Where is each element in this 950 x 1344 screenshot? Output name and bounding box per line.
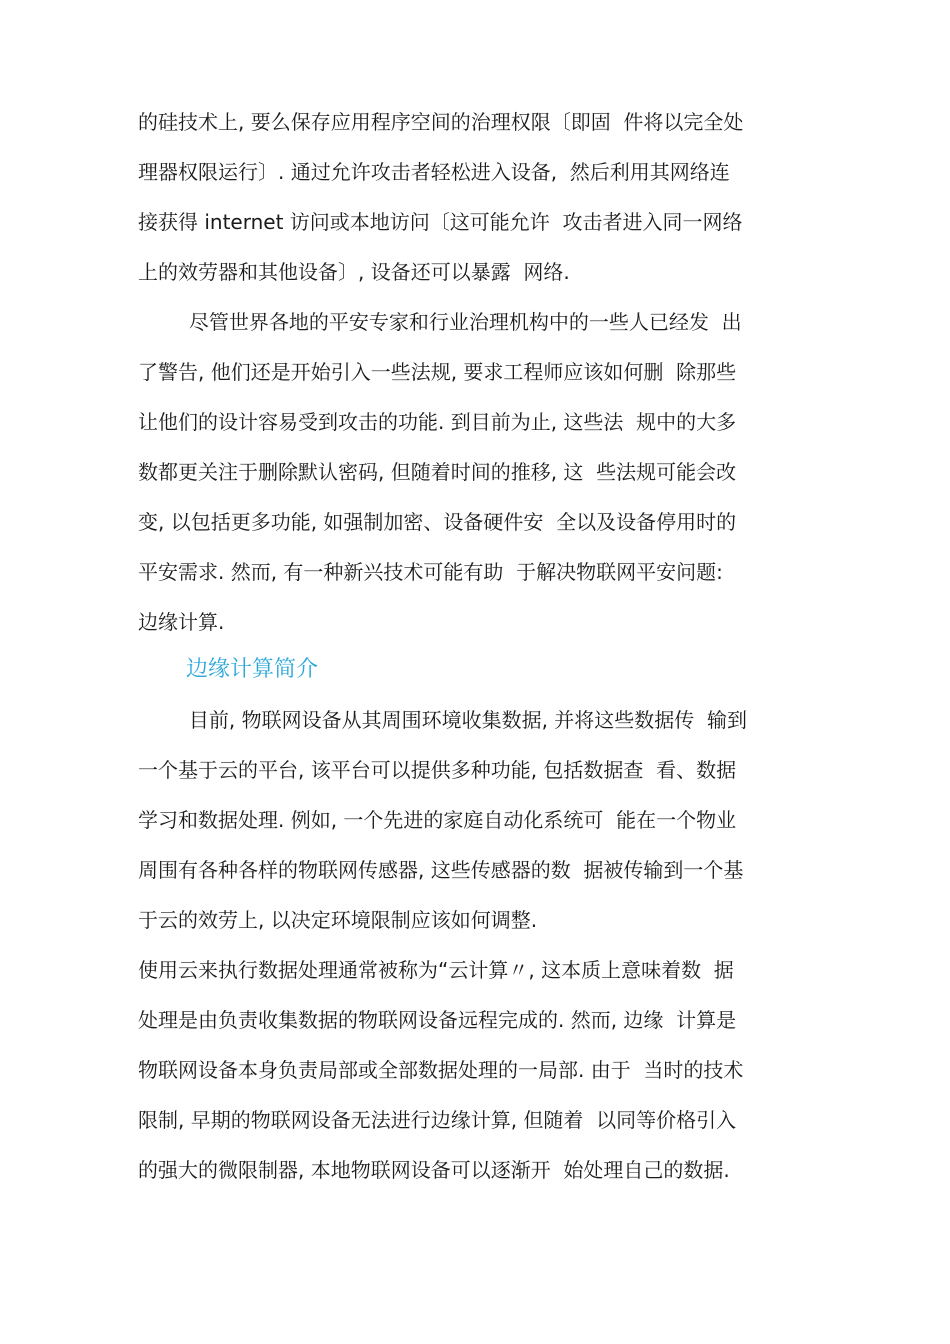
paragraph-1-line-4: 上的效劳器和其他设备〕, 设备还可以暴露 网络. <box>138 260 570 284</box>
paragraph-1-line-3: 接获得 internet 访问或本地访问〔这可能允许 攻击者进入同一网络 <box>138 210 743 234</box>
paragraph-3-line-5: 于云的效劳上, 以决定环境限制应该如何调整. <box>138 908 538 932</box>
paragraph-1-line-2: 理器权限运行〕. 通过允许攻击者轻松进入设备, 然后利用其网络连 <box>138 160 730 184</box>
paragraph-3-line-1: 目前, 物联网设备从其周围环境收集数据, 并将这些数据传 输到 <box>138 708 748 732</box>
paragraph-4-line-5: 的强大的微限制器, 本地物联网设备可以逐渐开 始处理自己的数据. <box>138 1158 730 1182</box>
paragraph-3-line-3: 学习和数据处理. 例如, 一个先进的家庭自动化系统可 能在一个物业 <box>138 808 737 832</box>
section-heading: 边缘计算简介 <box>186 657 319 682</box>
paragraph-4-line-3: 物联网设备本身负责局部或全部数据处理的一局部. 由于 当时的技术 <box>138 1058 744 1082</box>
paragraph-4-line-1: 使用云来执行数据处理通常被称为“云计算〃, 这本质上意味着数 据 <box>138 958 734 982</box>
paragraph-4-line-2: 处理是由负责收集数据的物联网设备远程完成的. 然而, 边缘 计算是 <box>138 1008 737 1032</box>
paragraph-2-line-7: 边缘计算. <box>138 610 225 634</box>
paragraph-2-line-4: 数都更关注于删除默认密码, 但随着时间的推移, 这 些法规可能会改 <box>138 460 737 484</box>
paragraph-2-line-6: 平安需求. 然而, 有一种新兴技术可能有助 于解决物联网平安问题: <box>138 560 723 584</box>
paragraph-3-line-4: 周围有各种各样的物联网传感器, 这些传感器的数 据被传输到一个基 <box>138 858 744 882</box>
paragraph-4-line-4: 限制, 早期的物联网设备无法进行边缘计算, 但随着 以同等价格引入 <box>138 1108 737 1132</box>
paragraph-2-line-1: 尽管世界各地的平安专家和行业治理机构中的一些人已经发 出 <box>138 310 742 334</box>
paragraph-2-line-2: 了警告, 他们还是开始引入一些法规, 要求工程师应该如何删 除那些 <box>138 360 737 384</box>
paragraph-2-line-3: 让他们的设计容易受到攻击的功能. 到目前为止, 这些法 规中的大多 <box>138 410 737 434</box>
paragraph-3-line-2: 一个基于云的平台, 该平台可以提供多种功能, 包括数据查 看、数据 <box>138 758 737 782</box>
paragraph-1-line-1: 的硅技术上, 要么保存应用程序空间的治理权限〔即固 件将以完全处 <box>138 110 744 134</box>
paragraph-2-line-5: 变, 以包括更多功能, 如强制加密、设备硬件安 全以及设备停用时的 <box>138 510 737 534</box>
